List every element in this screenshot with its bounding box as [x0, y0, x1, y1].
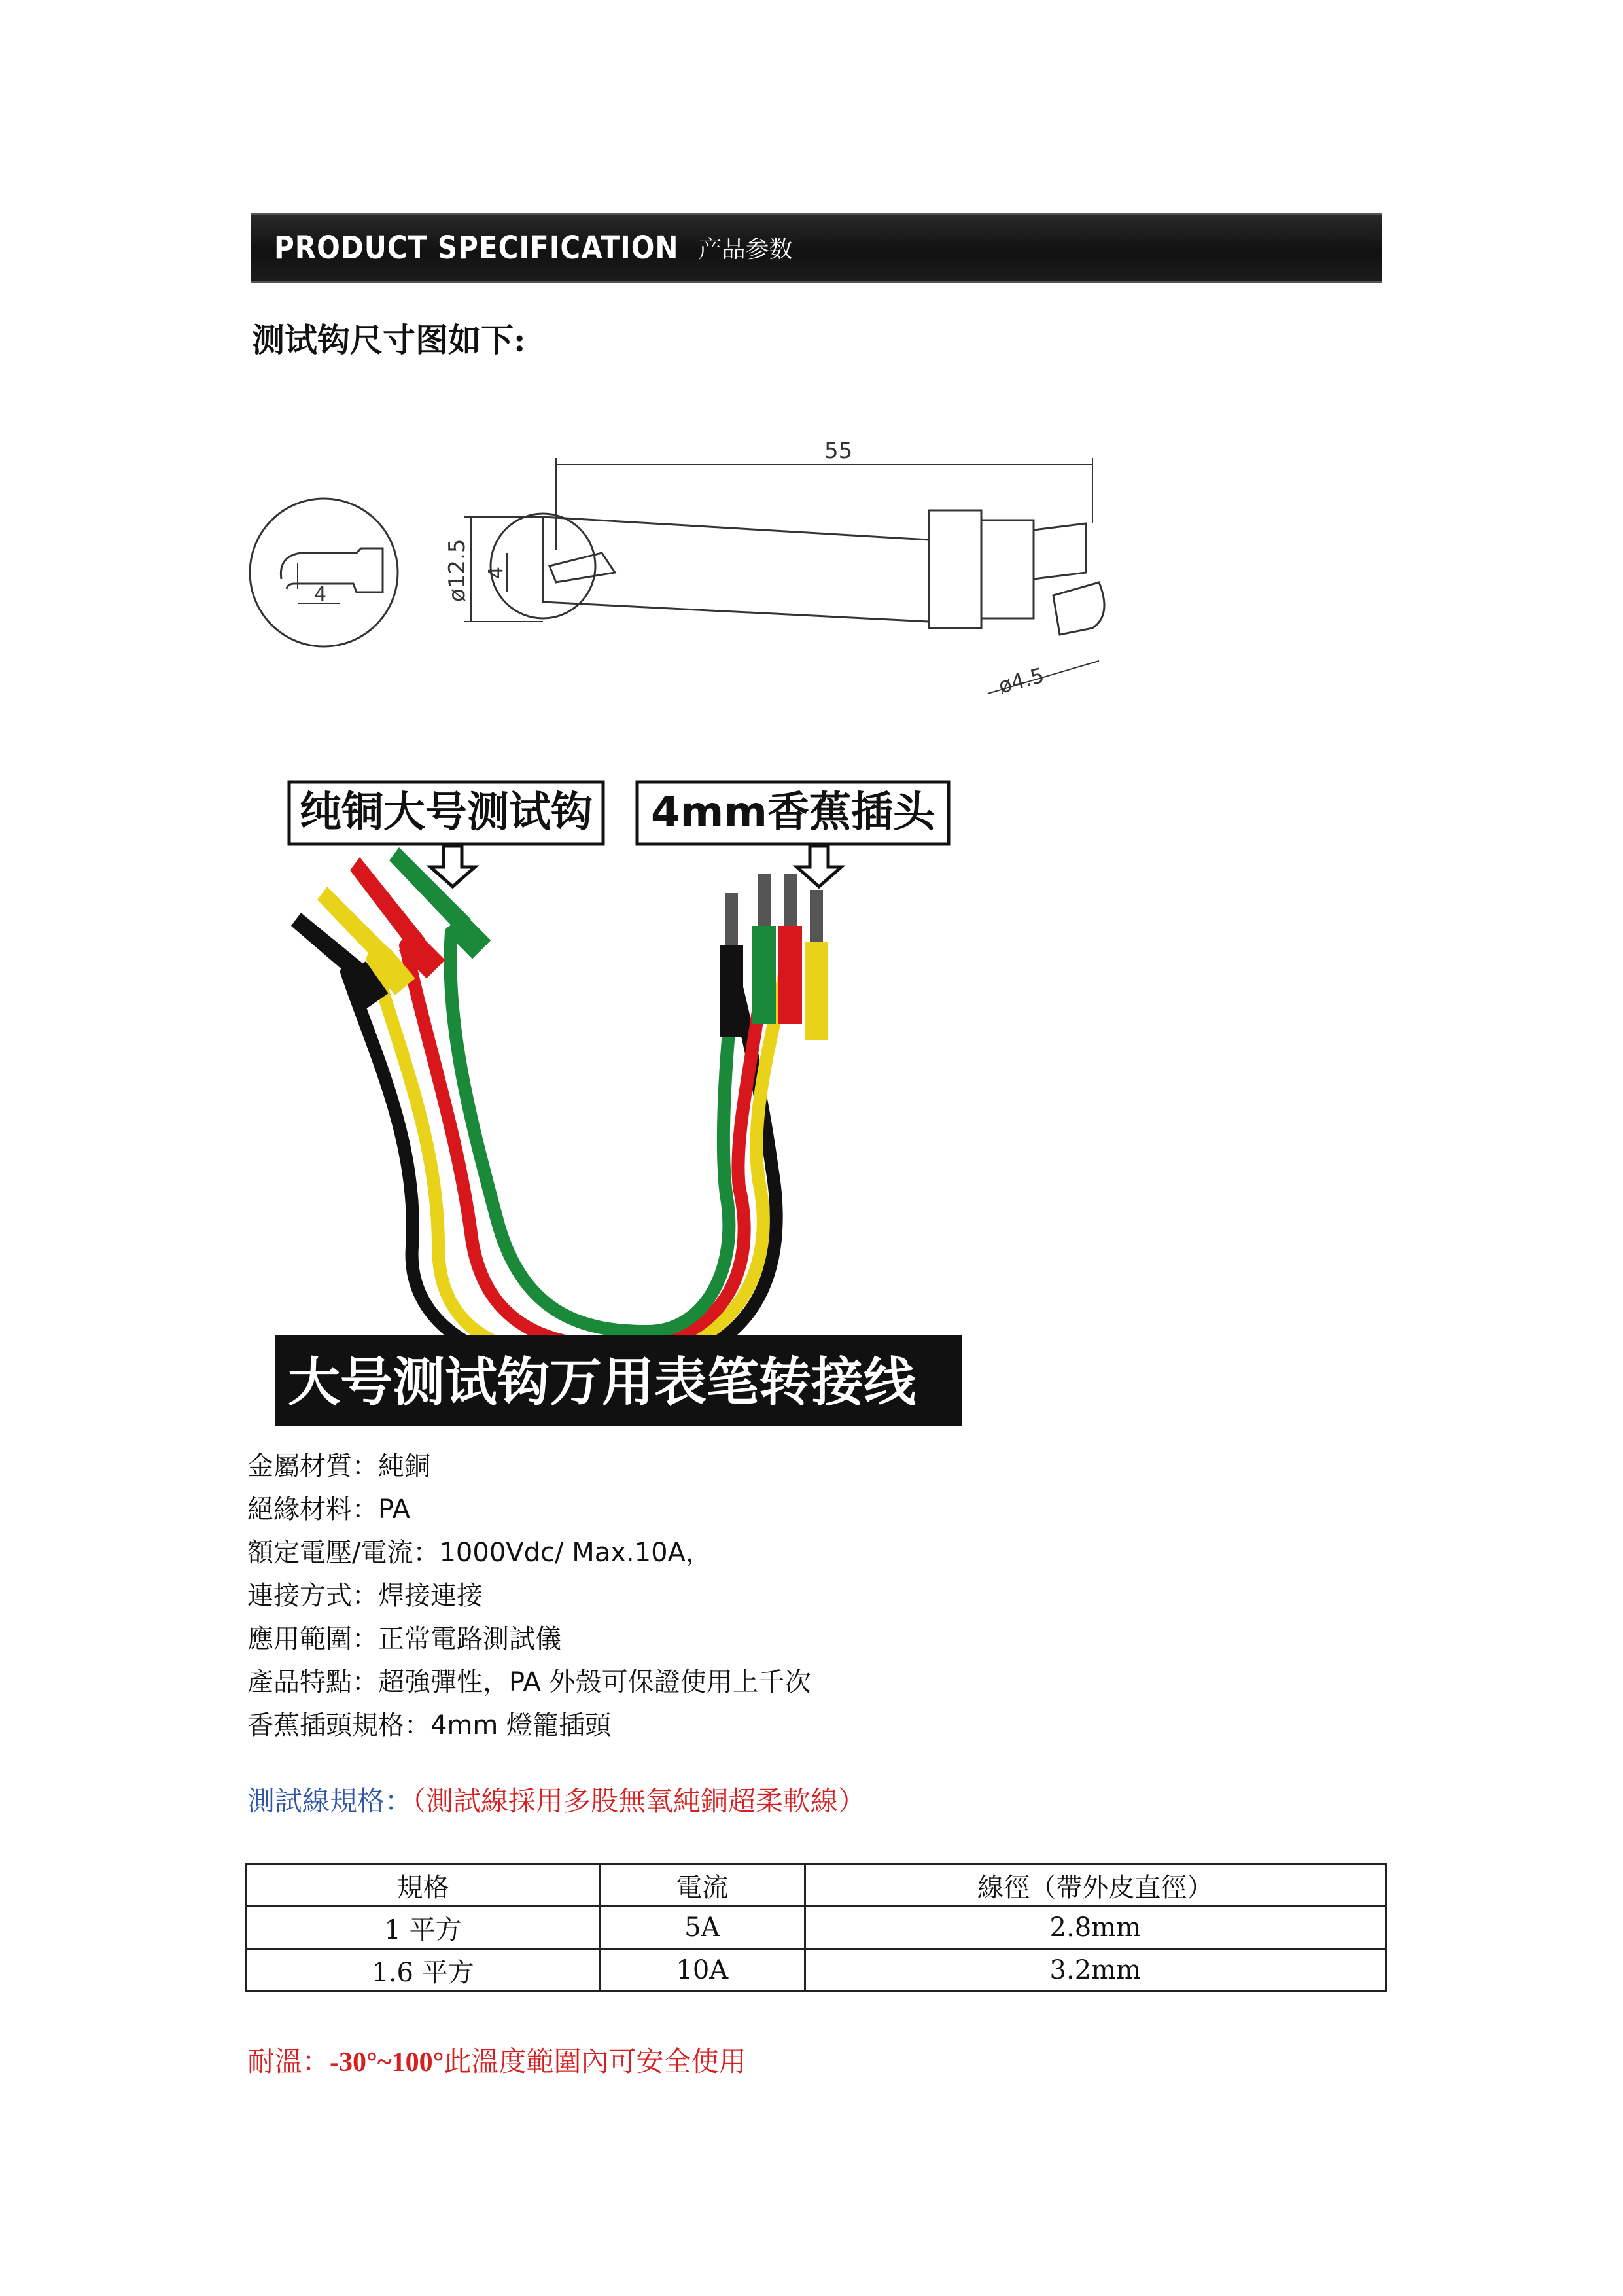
detail-hook	[281, 548, 383, 592]
length-dimension: 55	[824, 438, 853, 464]
hook-gap-dimension: 4	[485, 566, 508, 579]
table-cell: 2.8mm	[805, 1907, 1386, 1949]
spec-item: 香蕉插頭規格：4mm 燈籠插頭	[247, 1710, 612, 1740]
line-spec-label: 測試線規格：	[247, 1785, 413, 1817]
line-spec-title	[247, 1780, 865, 1819]
table-cell: 5A	[600, 1907, 805, 1949]
line-spec-note: （測試線採用多股無氧純銅超柔軟線）	[412, 1785, 866, 1817]
temperature-note: 此溫度範圍內可安全使用	[444, 2045, 746, 2077]
table-cell: 1.6 平方	[247, 1949, 600, 1992]
table-header: 電流	[600, 1864, 805, 1907]
table-row	[247, 1907, 1386, 1949]
spec-item: 產品特點：超強彈性，PA 外殼可保證使用上千次	[247, 1667, 811, 1697]
table-cell: 1 平方	[247, 1907, 600, 1949]
banner-title: PRODUCT SPECIFICATION	[274, 229, 679, 266]
product-photo	[275, 775, 962, 1449]
table-header: 線徑（帶外皮直徑）	[805, 1864, 1386, 1907]
photo-caption: 大号测试钩万用表笔转接线	[288, 1352, 916, 1413]
spec-item: 絕緣材料：PA	[247, 1494, 410, 1525]
table-cell: 3.2mm	[805, 1949, 1386, 1992]
spec-item: 額定電壓/電流：1000Vdc/ Max.10A，	[247, 1538, 712, 1568]
banner-subtitle: 产品参数	[698, 236, 793, 263]
table-header: 規格	[247, 1864, 600, 1907]
probe-body	[543, 517, 929, 622]
temperature-label: 耐溫：	[247, 2045, 330, 2077]
temperature-range: -30°~100°	[330, 2047, 444, 2077]
table-header-row	[247, 1864, 1386, 1907]
dimension-drawing	[249, 432, 1125, 713]
tip-diameter-dimension: ø4.5	[996, 662, 1047, 699]
detail-gap-dimension: 4	[314, 583, 327, 606]
spec-list	[247, 1445, 811, 1747]
spec-item: 應用範圍：正常電路測試儀	[247, 1624, 561, 1654]
section-banner	[251, 213, 1382, 283]
probe-collar	[929, 510, 981, 628]
temperature-line	[247, 2040, 746, 2079]
table-cell: 10A	[600, 1949, 805, 1992]
wire-size-table	[245, 1863, 1387, 1992]
diameter-dimension: ø12.5	[444, 539, 470, 602]
label-right: 4mm香蕉插头	[651, 788, 935, 837]
spec-item: 金屬材質：純銅	[247, 1451, 430, 1481]
label-left: 纯铜大号测试钩	[300, 788, 593, 837]
detail-circle	[250, 499, 398, 646]
spec-item: 連接方式：焊接連接	[247, 1581, 483, 1611]
probe-tip	[1053, 582, 1104, 635]
table-row	[247, 1949, 1386, 1992]
dimension-heading: 测试钩尺寸图如下:	[252, 321, 526, 359]
